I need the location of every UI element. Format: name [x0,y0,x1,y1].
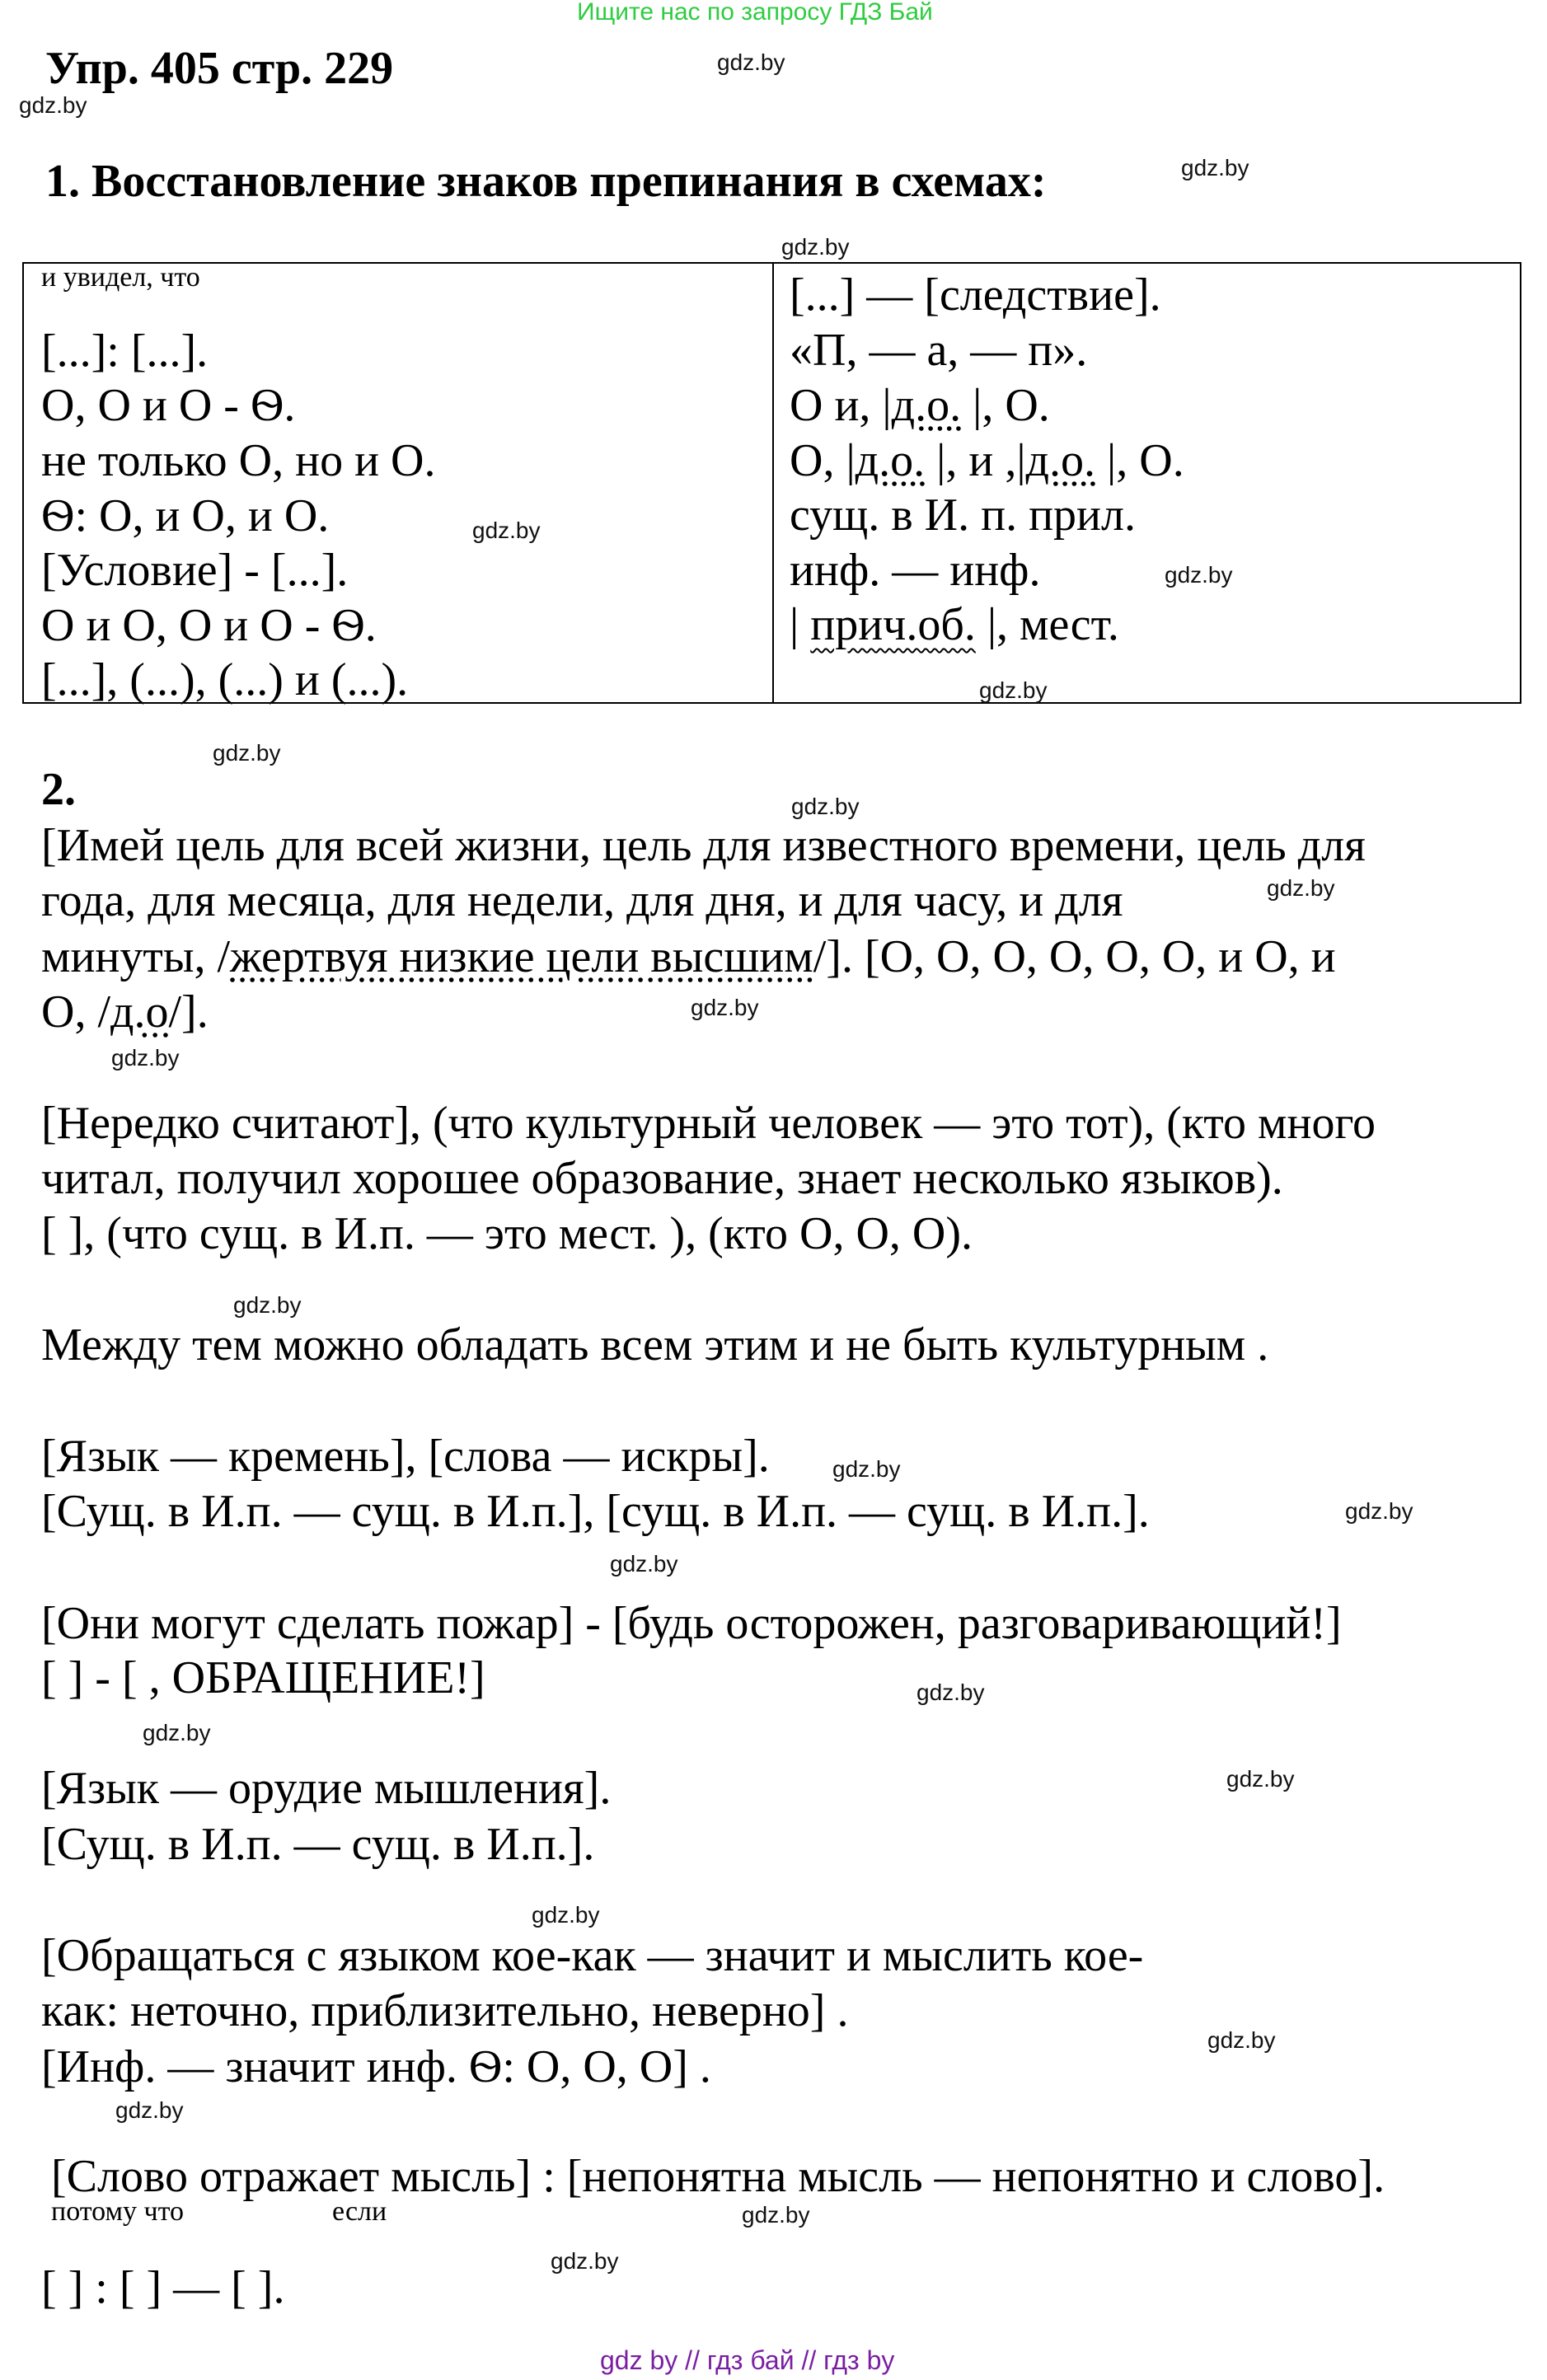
right-scheme-2: «П, — а, — п». [790,325,1088,376]
right-scheme-4-c: |, и ,| [925,435,1026,486]
left-header-note: и увидел, что [41,262,200,293]
right-scheme-4-participle-1: д.о. [855,435,926,486]
right-scheme-3-a: О и, | [790,380,892,431]
watermark: gdz.by [916,1680,985,1705]
right-scheme-6: инф. — инф. [790,545,1041,596]
watermark: gdz.by [1345,1498,1413,1524]
right-scheme-4 [790,435,1184,486]
footer-links[interactable]: gdz by // гдз бай // гдз by [600,2345,895,2375]
watermark: gdz.by [742,2202,810,2228]
p2-line-3: [ ], (что сущ. в И.п. — это мест. ), (кто О, О, О). [41,1208,973,1259]
left-scheme-5: [Условие] - [...]. [41,545,349,596]
watermark: gdz.by [832,1456,901,1482]
p2-line-2: читал, получил хорошее образование, знает несколько языков). [41,1153,1283,1204]
right-scheme-1: [...] — [следствие]. [790,269,1161,321]
top-banner[interactable]: Ищите нас по запросу ГДЗ Бай [577,0,933,26]
p8-line-1: [Слово отражает мысль] : [непонятна мысль — непонятно и слово]. [51,2151,1385,2202]
p2-line-1: [Нередко считают], (что культурный человек — это тот), (кто много [41,1098,1376,1149]
p8-note-because: потому что [51,2196,185,2227]
watermark: gdz.by [781,234,850,260]
p7-line-2: как: неточно, приблизительно, неверно] . [41,1985,849,2036]
watermark: gdz.by [610,1551,678,1577]
watermark: gdz.by [791,794,860,819]
watermark: gdz.by [1267,875,1335,901]
left-scheme-7: [...], (...), (...) и (...). [41,654,409,705]
watermark: gdz.by [233,1292,302,1318]
left-scheme-6: О и О, О и О - Ѳ. [41,600,377,651]
right-scheme-7-a: | [790,599,799,650]
right-scheme-4-participle-2: д.о. [1025,435,1096,486]
p7-line-1: [Обращаться с языком кое-как — значит и мыслить кое- [41,1930,1144,1981]
watermark: gdz.by [115,2097,184,2123]
p5-line-1: [Они могут сделать пожар] - [будь осторожен, разговаривающий!] [41,1598,1342,1649]
p6-line-1: [Язык — орудие мышления]. [41,1763,612,1814]
right-scheme-7-participle-phrase: прич.об. [810,599,976,650]
watermark: gdz.by [19,92,87,118]
p1-adverbial-participle-phrase: жертвуя низкие цели высшим [230,931,813,982]
p3-line: Между тем можно обладать всем этим и не быть культурным . [41,1319,1269,1370]
watermark: gdz.by [691,995,759,1020]
table-column-divider [772,262,774,704]
watermark: gdz.by [472,518,541,543]
watermark: gdz.by [717,49,785,75]
section-2-label: 2. [41,764,76,815]
p5-line-2: [ ] - [ , ОБРАЩЕНИЕ!] [41,1652,485,1703]
p1-line-2: года, для месяца, для недели, для дня, и для часу, и для [41,875,1123,926]
watermark: gdz.by [532,1902,600,1928]
watermark: gdz.by [1226,1766,1295,1792]
left-scheme-4: Ѳ: О, и О, и О. [41,490,330,541]
right-scheme-4-a: О, | [790,435,856,486]
p1-line-3 [41,931,1336,982]
right-scheme-4-e: |, О. [1095,435,1184,486]
watermark: gdz.by [551,2248,619,2274]
p1-line-4-c: /]. [168,986,209,1038]
exercise-heading: Упр. 405 стр. 229 [45,43,394,94]
p6-line-2: [Сущ. в И.п. — сущ. в И.п.]. [41,1819,595,1870]
watermark: gdz.by [1165,562,1233,588]
p8-note-if: если [332,2196,387,2227]
right-scheme-3-participle: д.о. [891,380,962,431]
p1-line-4-a: О, / [41,986,110,1038]
p1-line-4-participle: д.о [110,986,169,1038]
p4-line-1: [Язык — кремень], [слова — искры]. [41,1431,770,1482]
section-1-title: 1. Восстановление знаков препинания в схемах: [45,156,1047,207]
left-scheme-1: [...]: [...]. [41,326,209,377]
watermark: gdz.by [213,740,281,766]
watermark: gdz.by [979,677,1048,703]
p1-line-1: [Имей цель для всей жизни, цель для известного времени, цель для [41,820,1366,871]
p8-line-2: [ ] : [ ] — [ ]. [41,2262,285,2313]
watermark: gdz.by [111,1045,180,1071]
right-scheme-7-c: |, мест. [975,599,1119,650]
right-scheme-5: сущ. в И. п. прил. [790,490,1136,541]
p7-line-3: [Инф. — значит инф. Ѳ: О, О, О] . [41,2041,711,2092]
p1-line-3-a: минуты, / [41,931,231,982]
right-scheme-7 [790,599,1119,650]
right-scheme-3-c: |, О. [961,380,1050,431]
watermark: gdz.by [1207,2027,1276,2053]
left-scheme-2: О, О и О - Ѳ. [41,380,296,431]
right-scheme-3 [790,382,1050,429]
watermark: gdz.by [143,1720,211,1745]
p1-line-3-c: /]. [О, О, О, О, О, О, и О, и [813,931,1336,982]
p4-line-2: [Сущ. в И.п. — сущ. в И.п.], [сущ. в И.п. — сущ. в И.п.]. [41,1486,1150,1537]
watermark: gdz.by [1181,155,1249,180]
p1-line-4 [41,986,209,1038]
left-scheme-3: не только О, но и О. [41,435,436,486]
